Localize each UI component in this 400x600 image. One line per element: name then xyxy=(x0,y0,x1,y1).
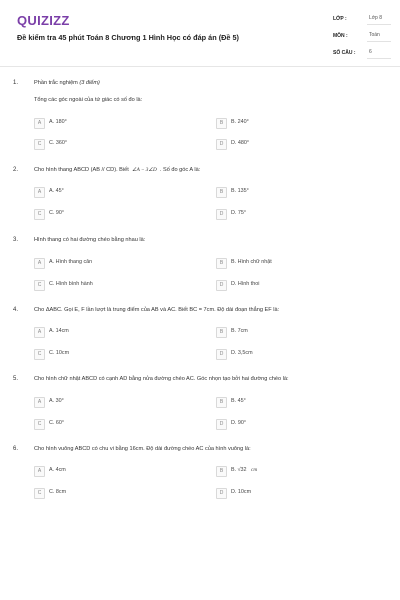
option-text: B. 135° xyxy=(231,188,249,194)
question-1 xyxy=(0,80,400,150)
option-letter-box: C xyxy=(34,280,45,291)
option-text: D. 10cm xyxy=(231,489,252,495)
option-text: C. Hình bình hành xyxy=(49,281,93,287)
question-5 xyxy=(0,376,400,431)
option-letter-box: A xyxy=(34,466,45,477)
option-letter-box: A xyxy=(34,187,45,198)
option-letter-box: B xyxy=(216,466,227,477)
meta-key: MÔN : xyxy=(333,33,348,39)
option-text: C. 360° xyxy=(49,140,68,146)
question-text: Cho hình chữ nhật ABCD có cạnh AD bằng nửa đường chéo AC. Góc nhọn tạo bởi hai đường chéo là: xyxy=(34,376,289,382)
question-text: Hình thang có hai đường chéo bằng nhau là: xyxy=(34,237,146,243)
question-number: 6. xyxy=(13,446,19,452)
meta-value: Toán xyxy=(367,31,391,42)
question-text-main: Phần trắc nghiệm xyxy=(34,80,78,86)
option-letter-box: C xyxy=(34,349,45,360)
meta-key: LỚP : xyxy=(333,16,347,22)
option-text: B. 240° xyxy=(231,119,249,125)
option-text: A. 30° xyxy=(49,398,64,404)
option-letter-box: A xyxy=(34,118,45,129)
option-text: C. 60° xyxy=(49,420,65,426)
question-text-main: Cho hình thang ABCD (AB // CD). Biết xyxy=(34,167,129,173)
meta-value: Lớp 8 xyxy=(367,14,391,25)
option-text: D. 480° xyxy=(231,140,250,146)
question-text xyxy=(34,80,384,86)
meta-row-count xyxy=(333,50,391,67)
math-unit: cm xyxy=(251,467,258,473)
option-letter-box: B xyxy=(216,187,227,198)
question-number: 4. xyxy=(13,307,19,313)
question-text-after: . Số đo góc A là: xyxy=(159,167,201,173)
option-letter-box: D xyxy=(216,488,227,499)
option-letter-box: B xyxy=(216,258,227,269)
option-letter-box: D xyxy=(216,349,227,360)
option-text: B. 45° xyxy=(231,398,246,404)
option-letter-box: D xyxy=(216,139,227,150)
option-text: A. 14cm xyxy=(49,328,69,334)
question-4 xyxy=(0,307,400,362)
option-text: A. 4cm xyxy=(49,467,66,473)
option-letter-box: D xyxy=(216,419,227,430)
document-title: Đề kiểm tra 45 phút Toán 8 Chương 1 Hình Học có đáp án (Đề 5) xyxy=(17,33,239,42)
option-text: D. 75° xyxy=(231,210,247,216)
question-text: Cho hình vuông ABCD có chu vi bằng 16cm. Độ dài đường chéo AC của hình vuông là: xyxy=(34,446,251,452)
option-letter-box: C xyxy=(34,139,45,150)
option-letter-box: C xyxy=(34,488,45,499)
option-text: D. 90° xyxy=(231,420,247,426)
option-text: C. 10cm xyxy=(49,350,70,356)
question-subtext: Tổng các góc ngoài của tứ giác có số đo là: xyxy=(34,97,143,103)
quizizz-logo: QUIZIZZ xyxy=(17,13,70,28)
option-text xyxy=(231,467,257,473)
meta-value: 6 xyxy=(367,48,391,59)
question-number: 1. xyxy=(13,80,19,86)
question-text xyxy=(34,167,384,173)
header-divider xyxy=(0,66,400,67)
question-2 xyxy=(0,167,400,222)
option-text: C. 90° xyxy=(49,210,65,216)
option-text: D. Hình thoi xyxy=(231,281,260,287)
option-letter-box: B xyxy=(216,327,227,338)
option-text: A. Hình thang cân xyxy=(49,259,93,265)
question-number: 2. xyxy=(13,167,19,173)
option-letter-box: A xyxy=(34,258,45,269)
question-6 xyxy=(0,446,400,501)
option-letter-box: A xyxy=(34,397,45,408)
option-text: A. 180° xyxy=(49,119,67,125)
option-letter-box: B xyxy=(216,118,227,129)
option-text-main: B. √32 xyxy=(231,467,247,473)
question-3 xyxy=(0,237,400,292)
math-expression: ∠A − 3∠D xyxy=(131,167,157,173)
option-text: B. Hình chữ nhật xyxy=(231,259,272,265)
meta-panel xyxy=(333,16,391,67)
option-text: A. 45° xyxy=(49,188,64,194)
option-text: B. 7cm xyxy=(231,328,248,334)
option-letter-box: B xyxy=(216,397,227,408)
question-text: Cho ΔABC. Gọi E, F lần lượt là trung điểm của AB và AC. Biết BC = 7cm. Độ dài đoạn thẳng EF là: xyxy=(34,307,280,313)
option-text: C. 8cm xyxy=(49,489,67,495)
option-letter-box: A xyxy=(34,327,45,338)
question-score: (3 điểm) xyxy=(79,80,100,86)
meta-key: SỐ CÂU : xyxy=(333,50,356,56)
option-letter-box: C xyxy=(34,419,45,430)
option-letter-box: D xyxy=(216,209,227,220)
option-letter-box: C xyxy=(34,209,45,220)
question-number: 5. xyxy=(13,376,19,382)
question-number: 3. xyxy=(13,237,19,243)
option-text: D. 3,5cm xyxy=(231,350,253,356)
option-letter-box: D xyxy=(216,280,227,291)
